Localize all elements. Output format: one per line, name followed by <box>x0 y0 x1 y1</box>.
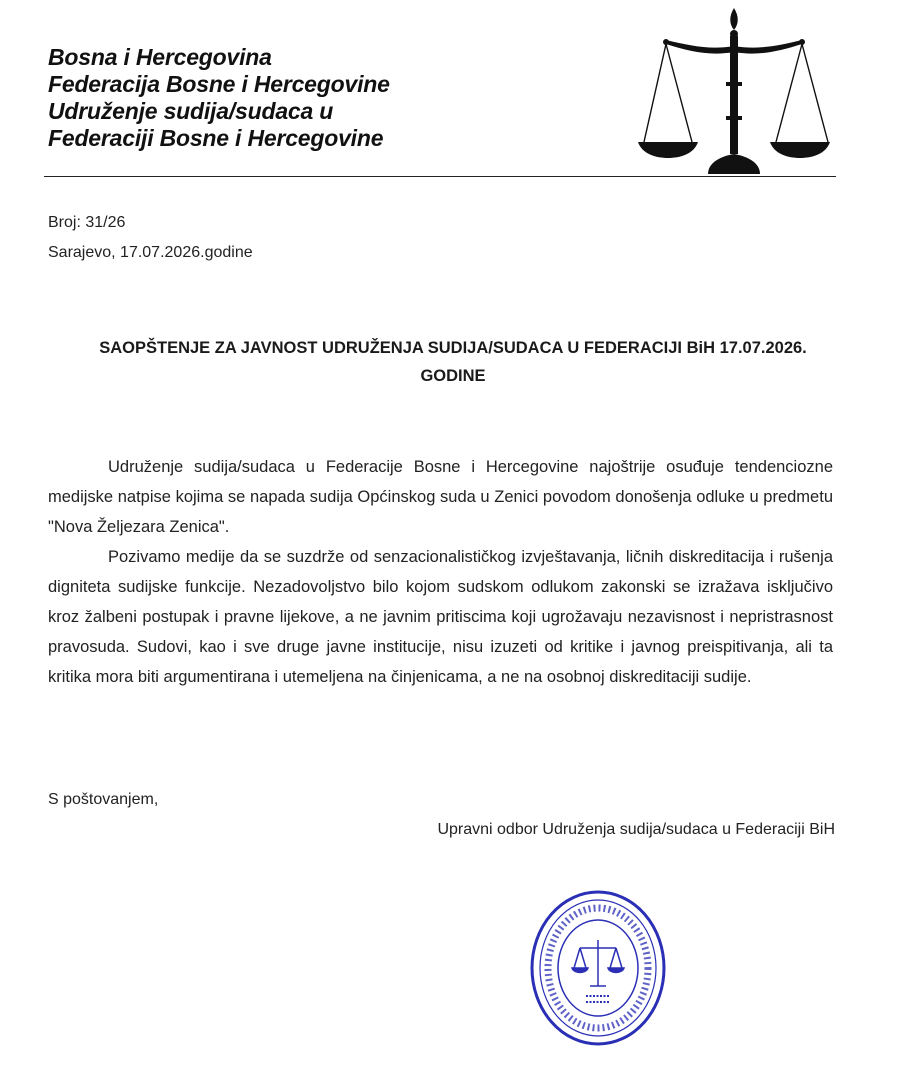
closing-salutation: S poštovanjem, <box>48 791 159 808</box>
official-seal-stamp <box>528 888 668 1048</box>
title-line-1: SAOPŠTENJE ZA JAVNOST UDRUŽENJA SUDIJA/SUDACA U FEDERACIJI BiH 17.07.2026. <box>99 339 807 357</box>
org-line-association-cont: Federaciji Bosne i Hercegovine <box>48 125 384 151</box>
scales-of-justice-icon <box>636 6 832 176</box>
document-meta <box>48 208 253 268</box>
document-number: Broj: 31/26 <box>48 214 126 231</box>
body-paragraph-1: Udruženje sudija/sudaca u Federacije Bosne i Hercegovine najoštrije osuđuje tendenciozne medijske natpise kojima se napada sudija Općinskog suda u Zenici povodom donošenja odluke u predmetu "Nova Željezara Zenica". <box>48 458 833 536</box>
signature-line: Upravni odbor Udruženja sudija/sudaca u Federaciji BiH <box>437 821 835 838</box>
document-place-date: Sarajevo, 17.07.2026.godine <box>48 244 253 261</box>
org-line-association: Udruženje sudija/sudaca u <box>48 98 334 124</box>
organization-header <box>48 44 390 152</box>
header-divider <box>44 176 836 177</box>
body-paragraph-2: Pozivamo medije da se suzdrže od senzacionalističkog izvještavanja, ličnih diskreditacija i rušenja digniteta sudijske funkcije. Nezadovoljstvo bilo kojom sudskom odlukom zakonski se izražava isključivo kroz žalbeni postupak i pravne lijekove, a ne javnim pritiscima koji ugrožavaju nezavisnost i nepristrasnost pravosuda. Sudovi, kao i sve druge javne institucije, nisu izuzeti od kritike i javnog preispitivanja, ali ta kritika mora biti argumentirana i utemeljena na činjenicama, a ne na osobnoj diskreditaciji sudije. <box>48 548 833 686</box>
seal-scales-icon <box>572 940 624 986</box>
org-line-federation: Federacija Bosne i Hercegovine <box>48 71 390 97</box>
title-line-2: GODINE <box>420 367 486 385</box>
org-line-country: Bosna i Hercegovina <box>48 44 272 70</box>
document-body <box>48 452 833 692</box>
document-title <box>48 334 858 390</box>
